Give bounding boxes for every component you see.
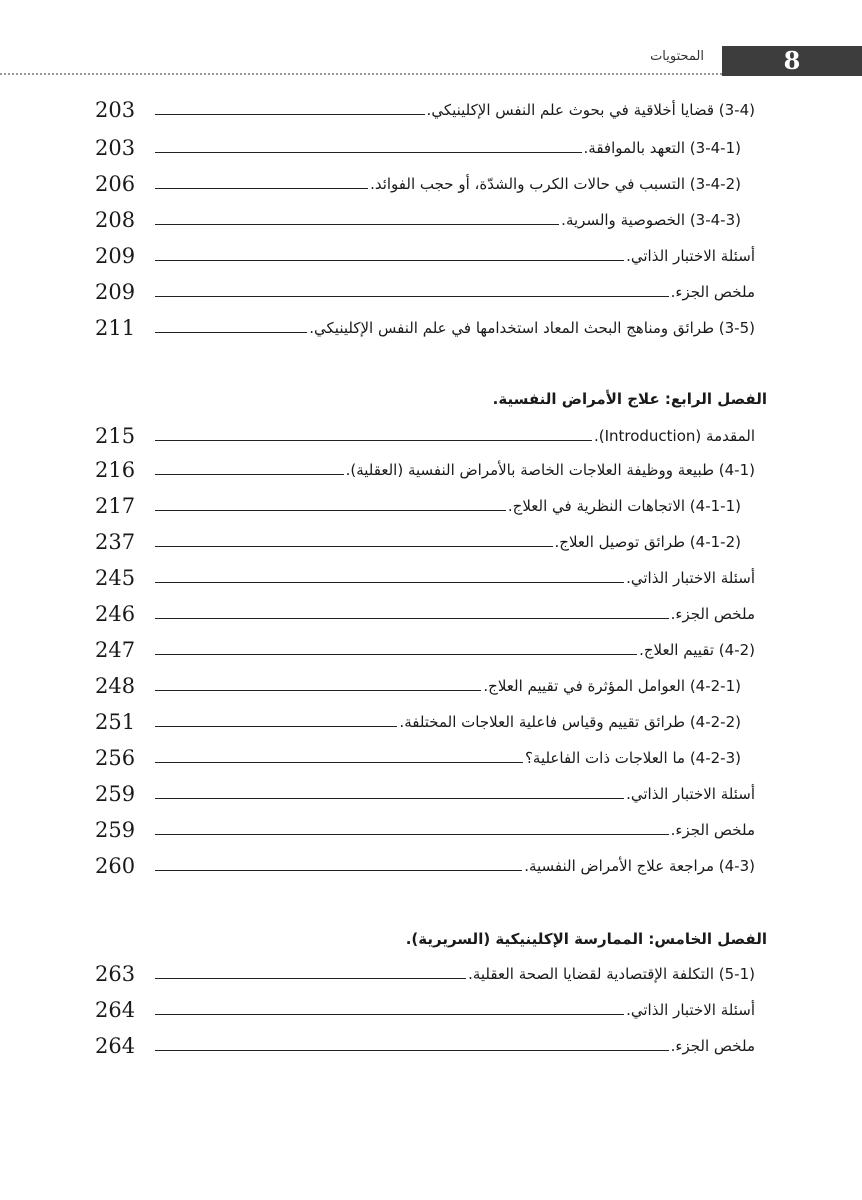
toc-page-number: 248 — [95, 674, 136, 698]
toc-page-number: 237 — [95, 530, 136, 554]
toc-page-number: 245 — [95, 566, 136, 590]
toc-entry[interactable] — [95, 313, 755, 343]
toc-leader-line — [155, 582, 624, 583]
toc-page-number: 263 — [95, 962, 136, 986]
toc-leader-line — [155, 260, 624, 261]
toc-leader-line — [155, 296, 669, 297]
header-dotted-rule — [0, 73, 722, 75]
chapter-heading: الفصل الرابع: علاج الأمراض النفسية. — [492, 390, 767, 408]
toc-leader-line — [155, 1050, 669, 1051]
toc-entry-title: (3-4-1) التعهد بالموافقة. — [583, 139, 741, 157]
toc-leader-line — [155, 188, 368, 189]
toc-entry-title: ملخص الجزء. — [670, 283, 755, 301]
toc-leader-line — [155, 114, 425, 115]
toc-entry[interactable] — [95, 815, 755, 845]
toc-entry-title: (4-2) تقييم العلاج. — [639, 641, 755, 659]
toc-entry[interactable] — [95, 241, 755, 271]
toc-page-number: 251 — [95, 710, 136, 734]
toc-leader-line — [155, 1014, 624, 1015]
toc-entry[interactable] — [95, 563, 755, 593]
toc-page-number: 256 — [95, 746, 136, 770]
toc-entry[interactable] — [95, 421, 755, 451]
toc-entry-title: (4-1-2) طرائق توصيل العلاج. — [554, 533, 741, 551]
toc-entry[interactable] — [95, 779, 755, 809]
toc-leader-line — [155, 762, 523, 763]
toc-entry-title: (4-2-3) ما العلاجات ذات الفاعلية؟ — [524, 749, 741, 767]
toc-entry[interactable] — [95, 491, 755, 521]
page-number: 8 — [722, 46, 862, 76]
toc-entry-title: ملخص الجزء. — [670, 821, 755, 839]
toc-entry[interactable] — [95, 205, 755, 235]
toc-leader-line — [155, 798, 624, 799]
toc-leader-line — [155, 834, 669, 835]
toc-entry-title: ملخص الجزء. — [670, 1037, 755, 1055]
toc-entry-title: ملخص الجزء. — [670, 605, 755, 623]
toc-entry-title: (3-4-3) الخصوصية والسرية. — [561, 211, 741, 229]
toc-leader-line — [155, 510, 506, 511]
toc-leader-line — [155, 152, 582, 153]
toc-page-number: 264 — [95, 1034, 136, 1058]
toc-entry-title: (4-2-2) طرائق تقييم وقياس فاعلية العلاجات المختلفة. — [399, 713, 741, 731]
toc-page-number: 260 — [95, 854, 136, 878]
toc-leader-line — [155, 690, 481, 691]
toc-entry-title: (3-4) قضايا أخلاقية في بحوث علم النفس الإكلينيكي. — [426, 101, 755, 119]
toc-entry-title: (4-3) مراجعة علاج الأمراض النفسية. — [524, 857, 755, 875]
toc-entry[interactable] — [95, 169, 755, 199]
toc-page-number: 206 — [95, 172, 136, 196]
toc-entry-title: أسئلة الاختبار الذاتي. — [626, 785, 755, 803]
toc-entry-title: (3-4-2) التسبب في حالات الكرب والشدّة، أو حجب الفوائد. — [370, 175, 741, 193]
toc-page-number: 216 — [95, 458, 136, 482]
toc-leader-line — [155, 870, 522, 871]
toc-leader-line — [155, 726, 397, 727]
header-title: المحتويات — [650, 49, 704, 64]
toc-leader-line — [155, 474, 344, 475]
toc-entry[interactable] — [95, 959, 755, 989]
toc-entry[interactable] — [95, 707, 755, 737]
toc-entry[interactable] — [95, 95, 755, 125]
toc-entry[interactable] — [95, 671, 755, 701]
toc-leader-line — [155, 978, 466, 979]
toc-leader-line — [155, 654, 637, 655]
toc-entry[interactable] — [95, 277, 755, 307]
toc-entry-title: (4-1) طبيعة ووظيفة العلاجات الخاصة بالأمراض النفسية (العقلية). — [345, 461, 755, 479]
toc-page-number: 203 — [95, 136, 136, 160]
toc-entry-title: (4-1-1) الاتجاهات النظرية في العلاج. — [507, 497, 741, 515]
toc-page-number: 209 — [95, 244, 136, 268]
toc-leader-line — [155, 618, 669, 619]
toc-page-number: 203 — [95, 98, 136, 122]
toc-leader-line — [155, 440, 592, 441]
toc-entry-title: أسئلة الاختبار الذاتي. — [626, 247, 755, 265]
toc-page-number: 259 — [95, 818, 136, 842]
toc-entry[interactable] — [95, 527, 755, 557]
toc-page-number: 217 — [95, 494, 136, 518]
toc-page-number: 211 — [95, 316, 136, 340]
toc-entry-title: أسئلة الاختبار الذاتي. — [626, 569, 755, 587]
toc-leader-line — [155, 546, 553, 547]
toc-entry[interactable] — [95, 133, 755, 163]
toc-entry[interactable] — [95, 635, 755, 665]
chapter-heading: الفصل الخامس: الممارسة الإكلينيكية (السريرية). — [405, 930, 767, 948]
toc-page-number: 264 — [95, 998, 136, 1022]
toc-entry-title: أسئلة الاختبار الذاتي. — [626, 1001, 755, 1019]
toc-entry[interactable] — [95, 455, 755, 485]
toc-page-number: 215 — [95, 424, 136, 448]
toc-entry[interactable] — [95, 743, 755, 773]
toc-leader-line — [155, 332, 307, 333]
toc-leader-line — [155, 224, 559, 225]
toc-entry-title: المقدمة (Introduction). — [593, 427, 755, 445]
toc-entry-title: (5-1) التكلفة الإقتصادية لقضايا الصحة العقلية. — [468, 965, 755, 983]
toc-page-number: 208 — [95, 208, 136, 232]
toc-entry[interactable] — [95, 995, 755, 1025]
toc-entry-title: (3-5) طرائق ومناهج البحث المعاد استخدامها في علم النفس الإكلينيكي. — [309, 319, 755, 337]
toc-page-number: 246 — [95, 602, 136, 626]
toc-page-number: 247 — [95, 638, 136, 662]
toc-entry[interactable] — [95, 1031, 755, 1061]
page-header — [0, 40, 862, 78]
toc-entry[interactable] — [95, 851, 755, 881]
toc-entry[interactable] — [95, 599, 755, 629]
toc-entry-title: (4-2-1) العوامل المؤثرة في تقييم العلاج. — [483, 677, 741, 695]
toc-page-number: 259 — [95, 782, 136, 806]
toc-page-number: 209 — [95, 280, 136, 304]
